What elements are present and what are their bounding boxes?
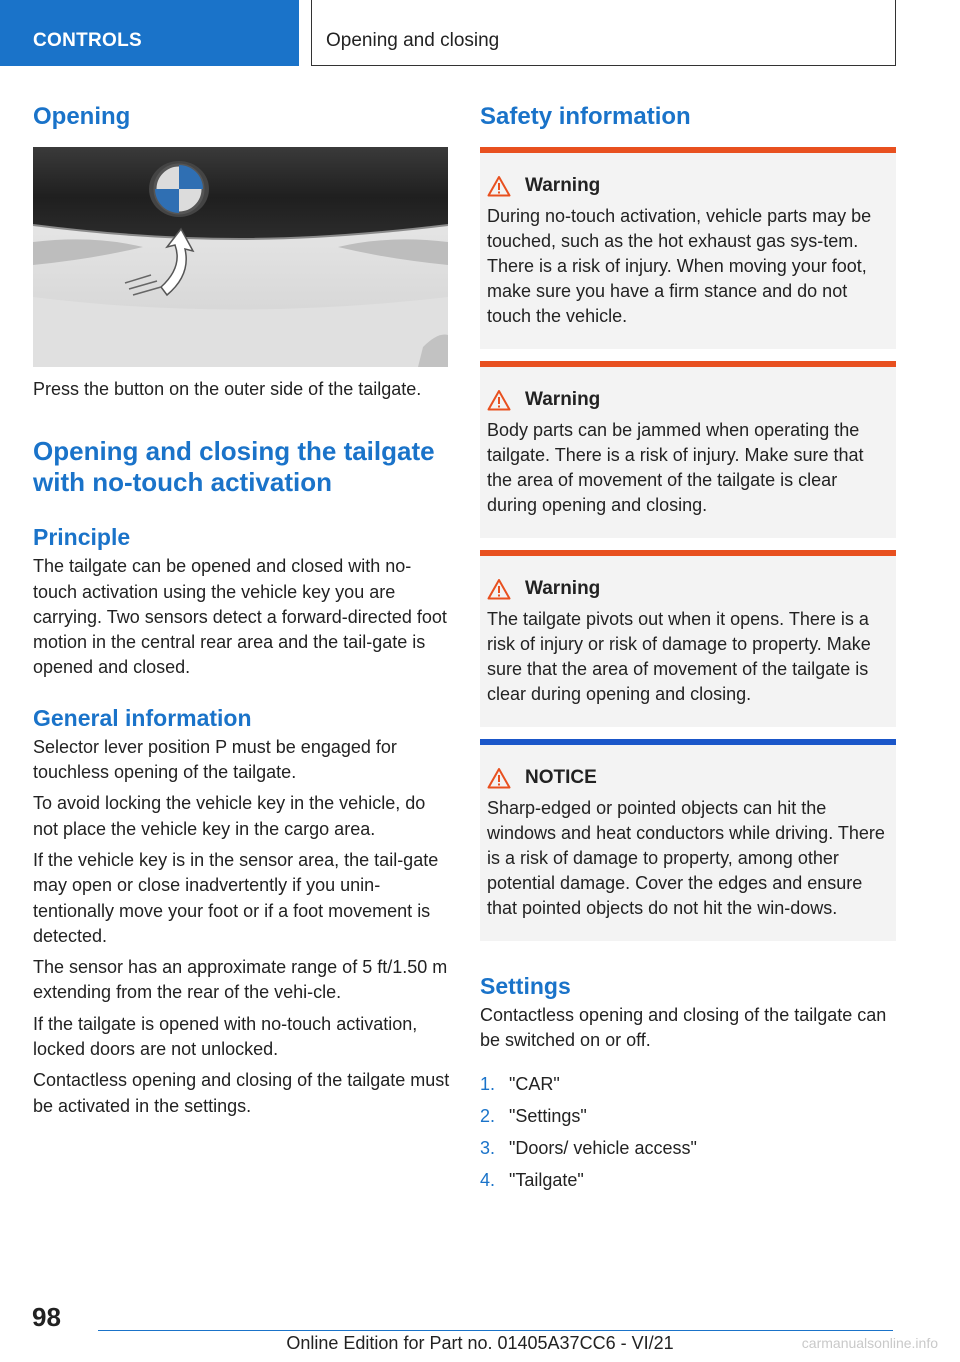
step-text: "CAR" bbox=[509, 1073, 560, 1094]
step-text: "Doors/ vehicle access" bbox=[509, 1137, 697, 1158]
step-text: "Settings" bbox=[509, 1105, 587, 1126]
warning-triangle-icon bbox=[487, 175, 511, 197]
principle-text: The tailgate can be opened and closed with no-touch activation using the vehicle key you are carrying. Two sensors detect a forward-directed foot motion in the central rear area and the tail-gate is opened and closed. bbox=[33, 556, 447, 678]
chapter-title: Opening and closing bbox=[311, 0, 896, 66]
notice-text: Sharp-edged or pointed objects can hit the windows and heat conductors while driving. There is a risk of damage to property, among other potential damage. Cover the edges and ensure that pointed objects do not hit the win-dows. bbox=[487, 798, 885, 918]
general-paragraph: Contactless opening and closing of the tailgate must be activated in the settings. bbox=[33, 1070, 450, 1116]
general-paragraph: If the tailgate is opened with no-touch activation, locked doors are not unlocked. bbox=[33, 1013, 418, 1060]
right-column bbox=[480, 100, 896, 1196]
warning-box bbox=[480, 550, 896, 727]
principle-heading: Principle bbox=[33, 524, 131, 551]
general-paragraph: Selector lever position P must be engaged for touchless opening of the tailgate. bbox=[33, 736, 397, 783]
step-number: 4. bbox=[480, 1169, 496, 1190]
settings-intro: Contactless opening and closing of the tailgate can be switched on or off. bbox=[480, 1005, 887, 1051]
warning-title-text: Warning bbox=[525, 389, 601, 410]
warning-title-text: Warning bbox=[525, 175, 601, 196]
warning-text: Body parts can be jammed when operating the tailgate. There is a risk of injury. Make sure that the area of movement of the tailgate is clear during opening and closing. bbox=[487, 420, 864, 515]
settings-steps-list bbox=[480, 1068, 896, 1196]
step-text: "Tailgate" bbox=[509, 1169, 584, 1190]
list-item bbox=[480, 1132, 896, 1164]
page-number: 98 bbox=[32, 1302, 61, 1332]
list-item bbox=[480, 1068, 896, 1100]
watermark: carmanualsonline.info bbox=[801, 1335, 938, 1351]
footer-divider bbox=[98, 1330, 893, 1331]
list-item bbox=[480, 1100, 896, 1132]
safety-heading: Safety information bbox=[480, 103, 691, 130]
section-tab: CONTROLS bbox=[0, 0, 299, 66]
step-number: 1. bbox=[480, 1073, 496, 1094]
notice-title-text: NOTICE bbox=[525, 767, 597, 788]
left-column bbox=[33, 100, 451, 1119]
tailgate-illustration-svg bbox=[33, 147, 448, 367]
warning-title bbox=[487, 389, 888, 411]
step-number: 2. bbox=[480, 1105, 496, 1126]
notouch-heading: Opening and closing the tailgate with no-touch activation bbox=[33, 436, 435, 498]
warning-title bbox=[487, 578, 888, 600]
warning-text: During no-touch activation, vehicle parts may be touched, such as the hot exhaust gas sys-tem. There is a risk of injury. When moving your foot, make sure you have a firm stance and do not touch the vehicle. bbox=[487, 206, 872, 326]
general-paragraph: The sensor has an approximate range of 5 ft/1.50 m extending from the rear of the vehi-cle. bbox=[33, 957, 448, 1003]
warning-triangle-icon bbox=[487, 389, 511, 411]
image-caption: Press the button on the outer side of the tailgate. bbox=[33, 379, 422, 399]
warning-text: The tailgate pivots out when it opens. There is a risk of injury or risk of damage to property. Make sure that the area of movement of the tailgate is clear during opening and closing. bbox=[487, 609, 871, 704]
general-paragraph: If the vehicle key is in the sensor area, the tail-gate may open or close inadvertently if you unin-tentionally move your foot or if a foot movement is detected. bbox=[33, 849, 439, 946]
warning-box bbox=[480, 361, 896, 538]
general-info-heading: General information bbox=[33, 704, 252, 731]
footer-edition: Online Edition for Part no. 01405A37CC6 - VI/21 bbox=[286, 1333, 674, 1353]
general-paragraph: To avoid locking the vehicle key in the vehicle, do not place the vehicle key in the cargo area. bbox=[33, 793, 426, 839]
tailgate-button-illustration bbox=[33, 147, 448, 367]
warning-triangle-icon bbox=[487, 578, 511, 600]
warning-title bbox=[487, 175, 888, 197]
notice-triangle-icon bbox=[487, 767, 511, 789]
warning-title-text: Warning bbox=[525, 578, 601, 599]
notice-box bbox=[480, 739, 896, 941]
opening-heading: Opening bbox=[33, 103, 131, 130]
warning-box bbox=[480, 147, 896, 349]
settings-heading: Settings bbox=[480, 973, 571, 999]
notice-title bbox=[487, 767, 888, 789]
step-number: 3. bbox=[480, 1137, 496, 1158]
list-item bbox=[480, 1164, 896, 1196]
